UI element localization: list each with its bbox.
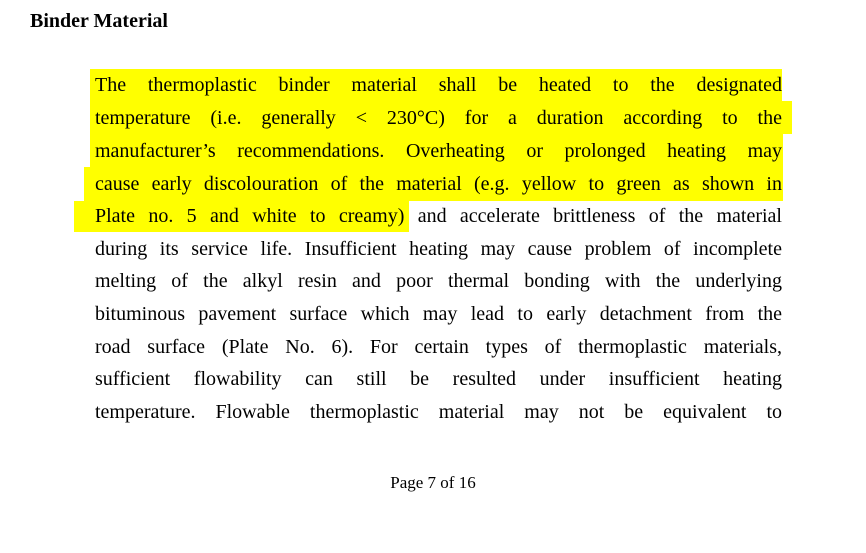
paragraph-line: Plate no. 5 and white to creamy) and accelerate brittleness of the material	[95, 205, 782, 227]
paragraph-line: melting of the alkyl resin and poor thermal bonding with the underlying	[95, 270, 782, 292]
paragraph-line: road surface (Plate No. 6). For certain types of thermoplastic materials,	[95, 336, 782, 358]
paragraph-line: temperature (i.e. generally < 230°C) for a duration according to the	[95, 107, 782, 129]
paragraph-line: sufficient flowability can still be resulted under insufficient heating	[95, 368, 782, 390]
page-number: Page 7 of 16	[390, 473, 476, 492]
paragraph-line: during its service life. Insufficient heating may cause problem of incomplete	[95, 238, 782, 260]
paragraph-line: manufacturer’s recommendations. Overheating or prolonged heating may	[95, 140, 782, 162]
section-heading: Binder Material	[30, 10, 168, 32]
paragraph-line: temperature. Flowable thermoplastic material may not be equivalent to	[95, 401, 782, 423]
paragraph-line: The thermoplastic binder material shall be heated to the designated	[95, 74, 782, 96]
paragraph-line: bituminous pavement surface which may lead to early detachment from the	[95, 303, 782, 325]
paragraph-line: cause early discolouration of the material (e.g. yellow to green as shown in	[95, 173, 782, 195]
